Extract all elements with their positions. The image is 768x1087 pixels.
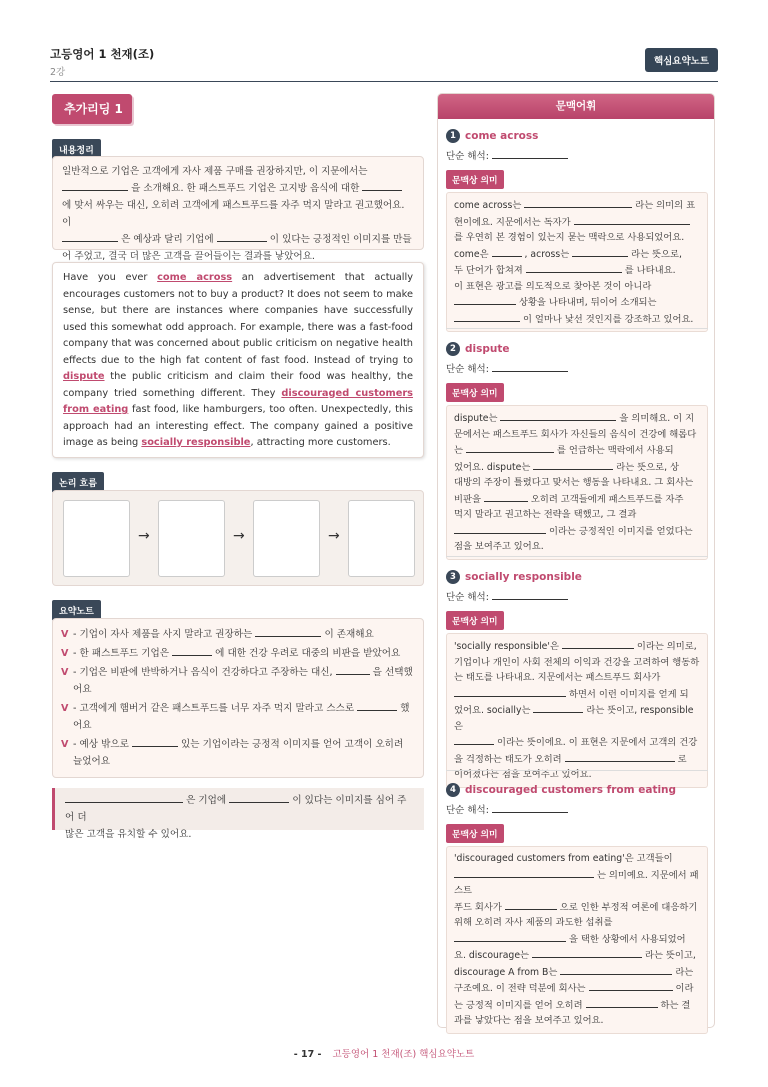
vocab-entry (446, 782, 708, 1034)
context-text: 을 택한 상황에서 사용되었어 (568, 933, 686, 945)
answer-blank[interactable] (492, 589, 568, 600)
context-body (446, 192, 708, 332)
context-tag: 문맥상 의미 (446, 383, 504, 402)
keyword-highlight: socially responsible (141, 437, 251, 448)
context-body (446, 846, 708, 1034)
answer-blank[interactable] (492, 246, 522, 257)
answer-blank[interactable] (362, 180, 402, 191)
note-item (61, 626, 415, 643)
answer-blank[interactable] (565, 751, 675, 762)
context-text: 'discouraged customers from eating'은 고객들이 (454, 853, 673, 864)
context-text: , across는 (524, 248, 570, 260)
summary-sentence: 어 주었고, 결국 더 많은 고객을 끌어들이는 결과를 낳았어요. (62, 251, 315, 262)
check-mark-icon: V (61, 703, 69, 714)
context-text: 라는 뜻으로, (631, 248, 682, 260)
logic-flow-box (52, 490, 424, 586)
keyword-highlight: dispute (63, 371, 105, 382)
simple-label: 단순 해석: (446, 364, 489, 375)
summary-sentence: 을 소개해요. 한 패스트푸드 기업은 고지방 음식에 대한 (131, 183, 360, 194)
summary-text: 많은 고객을 유치할 수 있어요. (65, 829, 192, 840)
note-text: 했어요 (73, 703, 410, 731)
note-text: 있는 기업이라는 긍정적 이미지를 얻어 고객이 오히려 늘었어요 (73, 739, 404, 767)
entry-number: 2 (446, 342, 460, 356)
context-text: 이 얼마나 낯선 것인지를 강조하고 있어요. (522, 313, 694, 325)
context-text: 이 표현은 광고를 의도적으로 찾아본 것이 아니라 (454, 280, 652, 292)
context-text: 상황을 나타내며, 뒤이어 소개되는 (518, 297, 657, 308)
page-header (50, 44, 718, 82)
content-summary-box (52, 156, 424, 262)
context-text: come across는 (454, 200, 522, 211)
logic-flow-label: 논리 흐름 (52, 472, 104, 493)
context-tag: 문맥상 의미 (446, 170, 504, 189)
content-summary-text (62, 163, 414, 265)
note-text: - 한 패스트푸드 기업은 (73, 648, 170, 659)
context-text: 는 긍정적 이미지를 얻어 오히려 (454, 999, 583, 1011)
context-text: 현이에요. 지문에서는 독자가 (454, 216, 571, 228)
summary-notes-label: 요약노트 (52, 600, 101, 621)
check-mark-icon: V (61, 629, 69, 640)
context-text: 라는 뜻이고, responsible은 (454, 705, 694, 732)
context-text: 오히려 고객들에게 패스트푸드를 자주 (530, 493, 684, 505)
vocab-word: discouraged customers from eating (465, 784, 677, 796)
context-text: 는 (454, 445, 463, 456)
context-text: 이어졌다는 점을 보여주고 있어요. (454, 769, 592, 780)
note-text: - 기업이 자사 제품을 사지 말라고 권장하는 (73, 629, 253, 640)
answer-blank[interactable] (533, 702, 583, 713)
page-footer (0, 1046, 768, 1060)
answer-blank[interactable] (454, 311, 520, 322)
context-text: 라는 뜻이고, (644, 950, 696, 961)
context-text: 이라는 의미로, (636, 641, 697, 652)
simple-label: 단순 해석: (446, 805, 489, 816)
answer-blank[interactable] (454, 523, 546, 534)
context-text: 이라는 뜻이에요. 이 표현은 지문에서 고객의 건강 (496, 737, 698, 748)
context-text: 문에서는 패스트푸드 회사가 자신들의 음식이 건강에 해롭다 (454, 428, 697, 440)
flow-card[interactable] (253, 500, 320, 577)
context-text: 먹지 말라고 권고하는 전략을 택했고, 그 결과 (454, 509, 637, 520)
context-text: 하는 결 (660, 999, 691, 1011)
answer-blank[interactable] (255, 626, 321, 637)
answer-blank[interactable] (62, 180, 128, 191)
context-body (446, 405, 708, 560)
answer-blank[interactable] (492, 802, 568, 813)
note-text: - 예상 밖으로 (73, 739, 129, 750)
answer-blank[interactable] (336, 664, 370, 675)
context-text: 요. discourage는 (454, 950, 530, 961)
context-text: 라는 뜻으로, 상 (616, 461, 680, 473)
context-tag: 문맥상 의미 (446, 824, 504, 843)
context-text: 로 (677, 753, 687, 765)
answer-blank[interactable] (484, 491, 528, 502)
answer-blank[interactable] (466, 442, 554, 453)
context-text: 두 단어가 합쳐져 (454, 265, 523, 276)
summary-sentence: 에 맞서 싸우는 대신, 오히려 고객에게 패스트푸드를 자주 먹지 말라고 권고했어요. 이 (62, 200, 405, 228)
context-text: 는 의미예요. 지문에서 패스트 (454, 869, 699, 896)
note-badge: 핵심요약노트 (645, 48, 718, 72)
context-body (446, 633, 708, 788)
note-text: 에 대한 건강 우려로 대중의 비판을 받았어요 (215, 648, 401, 659)
answer-blank[interactable] (454, 686, 566, 697)
reading-passage (52, 262, 424, 458)
simple-label: 단순 해석: (446, 151, 489, 162)
context-text: 위해 오히려 자사 제품의 과도한 섭취를 (454, 917, 613, 928)
passage-text: Have you ever (63, 272, 158, 283)
summary-text: 이 있다는 이미지를 심어 주어 더 (65, 795, 407, 823)
arrow-right-icon: → (328, 528, 340, 544)
answer-blank[interactable] (560, 964, 672, 975)
answer-blank[interactable] (572, 246, 628, 257)
vocab-word: come across (465, 130, 539, 142)
vocab-entry (446, 569, 708, 788)
context-text: 을 의미해요. 이 지 (619, 413, 695, 424)
answer-blank[interactable] (62, 231, 118, 242)
lesson-label: 2강 (50, 67, 66, 78)
check-mark-icon: V (61, 739, 69, 750)
answer-blank[interactable] (172, 645, 212, 656)
answer-blank[interactable] (65, 792, 183, 803)
note-item (61, 700, 415, 734)
context-text: 점을 보여주고 있어요. (454, 541, 544, 552)
vocab-entry (446, 341, 708, 560)
context-tag: 문맥상 의미 (446, 611, 504, 630)
context-text: 으로 인한 부정적 여론에 대응하기 (559, 901, 698, 913)
context-text: 하면서 이런 이미지를 얻게 되 (568, 688, 689, 700)
context-text: 를 나타내요. (624, 265, 676, 276)
vocab-word: socially responsible (465, 571, 582, 583)
flow-card[interactable] (158, 500, 225, 577)
check-mark-icon: V (61, 648, 69, 659)
answer-blank[interactable] (562, 638, 634, 649)
summary-sentence: 일반적으로 기업은 고객에게 자사 제품 구매를 권장하지만, 이 지문에서는 (62, 166, 368, 177)
note-item (61, 736, 415, 770)
book-title: 고등영어 1 천재(조) (50, 47, 155, 61)
context-text: 는 태도를 나타내요. 지문에서는 패스트푸드 회사가 (454, 672, 661, 683)
answer-blank[interactable] (533, 459, 613, 470)
entry-number: 3 (446, 570, 460, 584)
context-text: 라는 (675, 966, 694, 978)
answer-blank[interactable] (586, 997, 658, 1008)
footer-title: 고등영어 1 천재(조) 핵심요약노트 (332, 1049, 475, 1060)
entry-number: 1 (446, 129, 460, 143)
answer-blank[interactable] (454, 931, 566, 942)
summary-sentence: 이 있다는 긍정적인 이미지를 만들 (269, 234, 412, 245)
answer-blank[interactable] (500, 410, 616, 421)
vocab-panel (437, 93, 715, 1028)
context-text: 기업이나 개인이 사회 전체의 이익과 건강을 고려하여 행동하 (454, 656, 700, 668)
passage-text: the public criticism and claim their food was healthy, the company tried something different. They (63, 371, 413, 399)
answer-blank[interactable] (454, 867, 594, 878)
divider (446, 328, 708, 329)
answer-blank[interactable] (532, 947, 642, 958)
note-text: 이 존재해요 (324, 629, 374, 640)
simple-label: 단순 해석: (446, 592, 489, 603)
note-item (61, 664, 415, 698)
answer-blank[interactable] (132, 736, 178, 747)
context-text: 푸드 회사가 (454, 901, 502, 913)
arrow-right-icon: → (233, 528, 245, 544)
vocab-header: 문맥어휘 (438, 94, 714, 119)
note-text: - 기업은 비판에 반박하거나 음식이 건강하다고 주장하는 대신, (73, 667, 333, 678)
answer-blank[interactable] (524, 197, 632, 208)
context-text: dispute는 (454, 413, 498, 424)
answer-blank[interactable] (357, 700, 397, 711)
keyword-highlight: come across (157, 272, 233, 283)
context-text: 이라 (675, 983, 694, 994)
context-text: discourage A from B는 (454, 966, 558, 978)
context-text: 이라는 긍정적인 이미지를 얻었다는 (548, 525, 693, 537)
page-number: - 17 - (293, 1049, 322, 1060)
answer-blank[interactable] (505, 899, 557, 910)
content-summary-label: 내용정리 (52, 139, 101, 160)
final-summary (52, 788, 424, 840)
context-text: 었어요. socially는 (454, 705, 531, 716)
flow-card[interactable] (348, 500, 415, 577)
context-text: 를 우연히 본 경험이 있는지 묻는 맥락으로 사용되었어요. (454, 232, 685, 243)
summary-text: 은 기업에 (186, 795, 227, 806)
context-text: 구조예요. 이 전략 덕분에 회사는 (454, 983, 586, 994)
arrow-right-icon: → (138, 528, 150, 544)
section-title: 추가리딩 1 (52, 94, 132, 124)
answer-blank[interactable] (492, 361, 568, 372)
context-text: 과를 낳았다는 점을 보여주고 있어요. (454, 1015, 604, 1026)
summary-sentence: 은 예상과 달리 기업에 (121, 234, 214, 245)
context-text: 라는 의미의 표 (635, 200, 696, 211)
entry-number: 4 (446, 783, 460, 797)
answer-blank[interactable] (492, 148, 568, 159)
answer-blank[interactable] (454, 294, 516, 305)
context-text: 을 걱정하는 태도가 오히려 (454, 753, 562, 765)
note-text: 을 선택했어요 (73, 667, 413, 695)
vocab-entry (446, 128, 708, 332)
note-text: - 고객에게 햄버거 같은 패스트푸드를 너무 자주 먹지 말라고 스스로 (73, 703, 355, 714)
answer-blank[interactable] (589, 980, 673, 991)
answer-blank[interactable] (574, 214, 690, 225)
flow-card[interactable] (63, 500, 130, 577)
note-item (61, 645, 415, 662)
divider (446, 770, 708, 771)
summary-notes-box (52, 618, 424, 778)
context-text: 비판을 (454, 493, 481, 505)
answer-blank[interactable] (526, 262, 622, 273)
context-text: 대방의 주장이 틀렸다고 맞서는 행동을 나타내요. 그 회사는 (454, 477, 694, 488)
answer-blank[interactable] (229, 792, 289, 803)
divider (446, 556, 708, 557)
passage-text: an advertisement that actually encourages customers not to buy a product? It does not seem to make sense, but there are instances where companies have successfully used this somewhat odd approach. For example, there was a fast-food company that was concerned about public criticism on negative health effects due to the high fat content of fast food. Instead of trying to (63, 272, 414, 366)
check-mark-icon: V (61, 667, 69, 678)
context-text: 었어요. dispute는 (454, 461, 531, 473)
passage-text: , attracting more customers. (250, 437, 391, 448)
context-text: come은 (454, 248, 489, 260)
vocab-word: dispute (465, 343, 510, 355)
answer-blank[interactable] (454, 734, 494, 745)
passage-text: fast food, like hamburgers, too often. Unexpectedly, this approach had an interesting effect. The company gained a positive image as being (63, 404, 413, 448)
keyword-highlight: discouraged customers from eating (63, 387, 414, 415)
context-text: 'socially responsible'은 (454, 641, 559, 652)
context-text: 를 언급하는 맥락에서 사용되 (556, 445, 674, 456)
answer-blank[interactable] (217, 231, 267, 242)
